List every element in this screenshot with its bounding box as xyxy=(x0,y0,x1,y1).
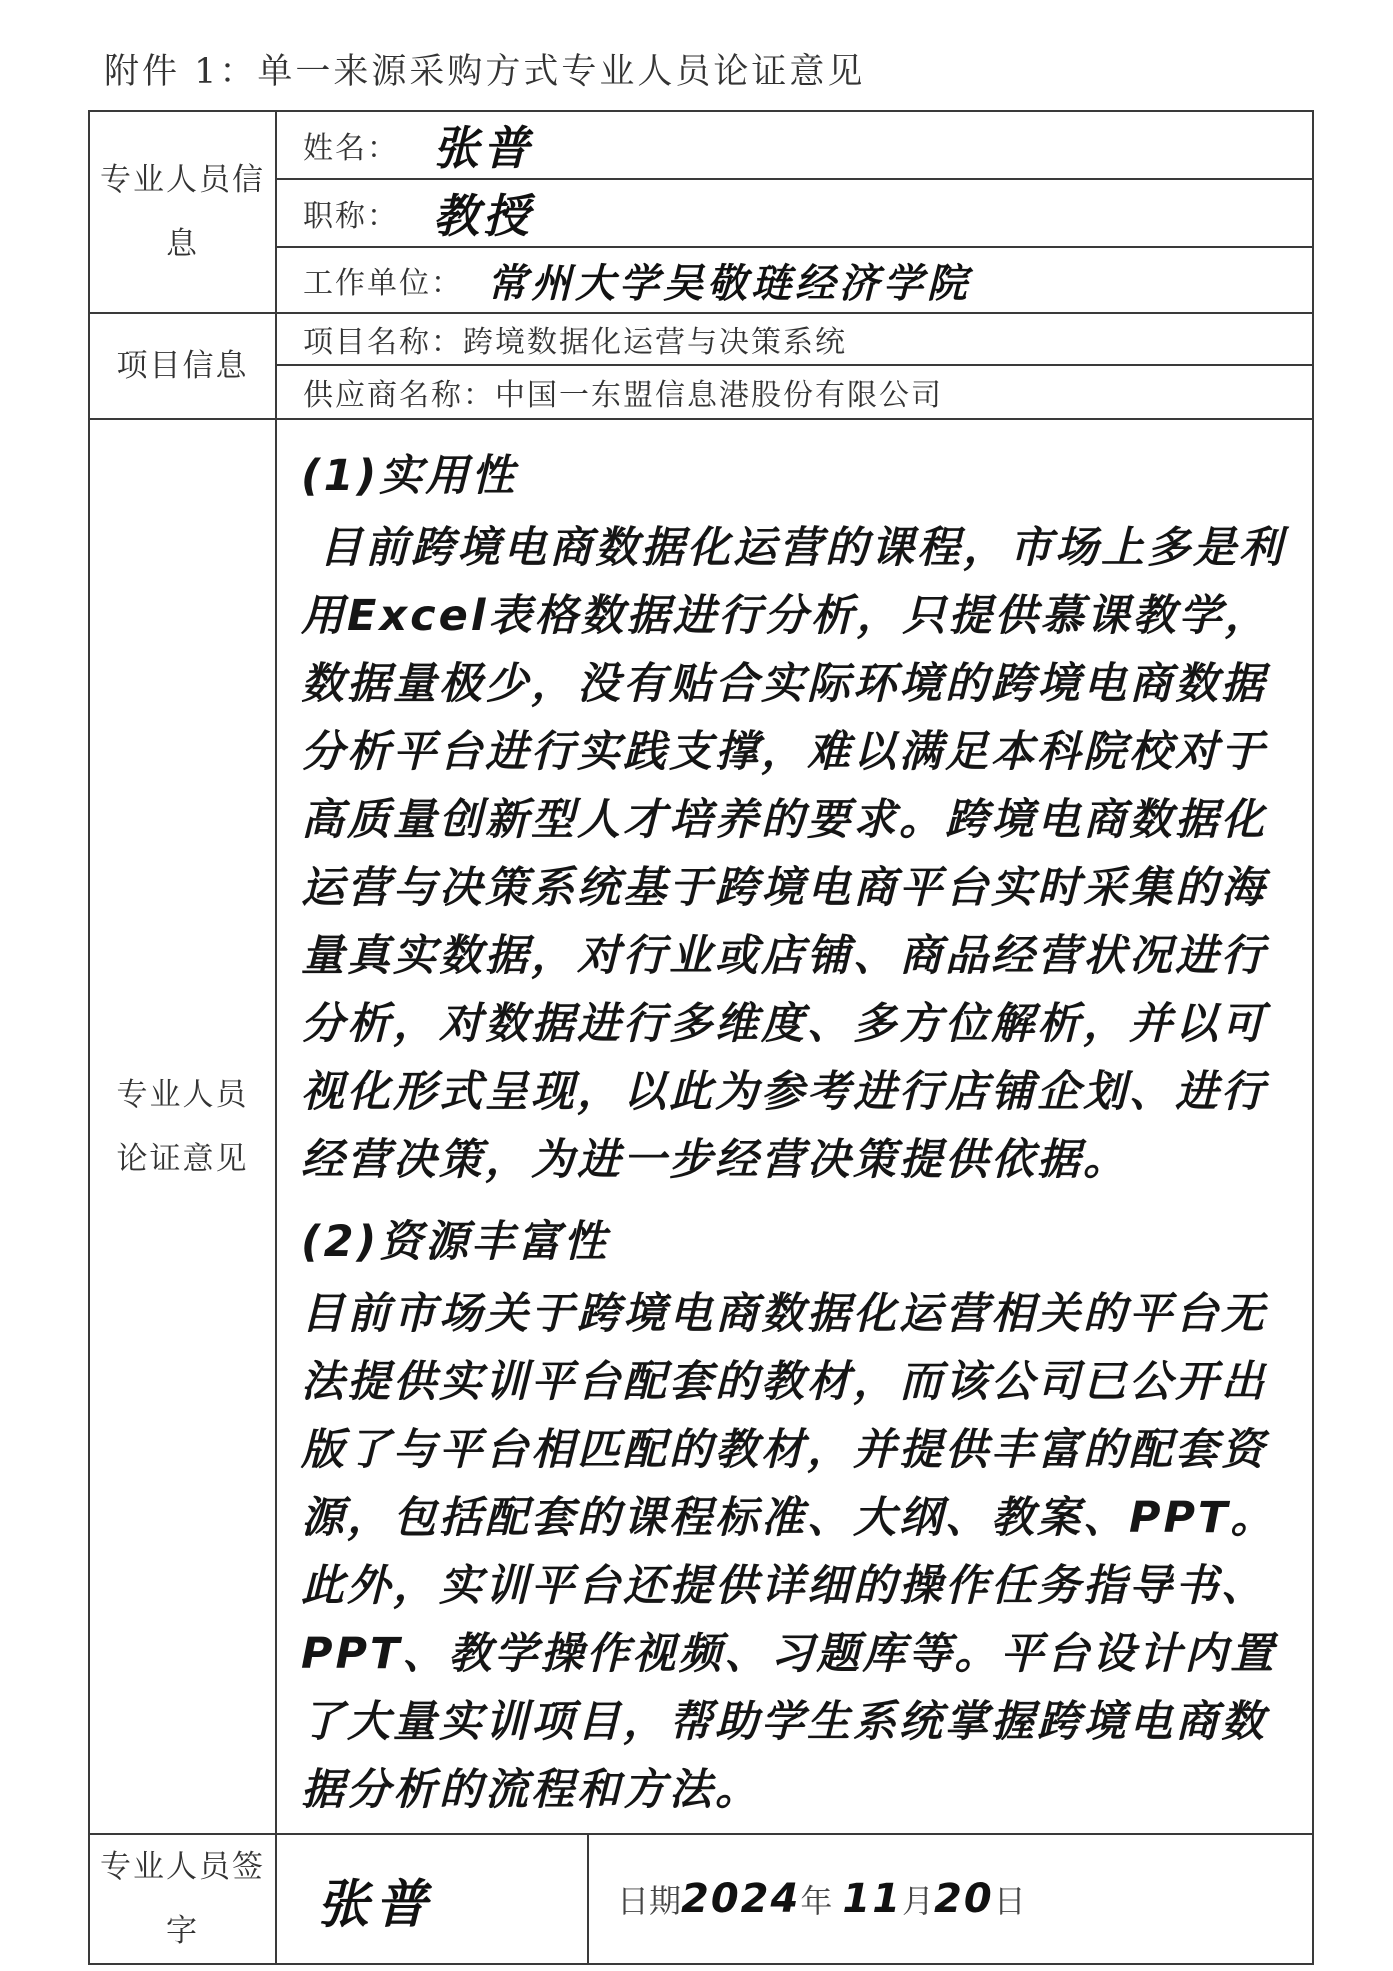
opinion-label-line2: 论证意见 xyxy=(116,1140,249,1177)
expert-info-section-label: 专业人员信息 xyxy=(89,111,276,313)
opinion-section-label xyxy=(89,419,276,1834)
opinion-paragraph-2: 目前市场关于跨境电商数据化运营相关的平台无法提供实训平台配套的教材，而该公司已公开出版了与平台相匹配的教材，并提供丰富的配套资源，包括配套的课程标准、大纲、教案、PPT。此外，实训平台还提供详细的操作任务指导书、PPT、教学操作视频、习题库等。平台设计内置了大量实训项目，帮助学生系统掌握跨境电商数据分析的流程和方法。 xyxy=(301,1289,1277,1815)
title-label: 职称： xyxy=(303,199,399,234)
project-name-text: 项目名称：跨境数据化运营与决策系统 xyxy=(303,325,847,360)
date-month-unit: 月 xyxy=(902,1882,935,1920)
evaluation-form-table xyxy=(88,110,1314,1965)
signature-label: 专业人员签字 xyxy=(89,1834,276,1964)
supplier-name-text: 供应商名称：中国一东盟信息港股份有限公司 xyxy=(303,378,943,413)
title-handwritten-value: 教授 xyxy=(433,189,533,243)
org-label: 工作单位： xyxy=(303,266,463,301)
project-name-row xyxy=(89,313,1313,365)
date-field xyxy=(588,1834,1313,1964)
expert-name-field xyxy=(276,111,1313,179)
signature-handwritten: 张普 xyxy=(276,1834,588,1964)
opinion-paragraph-1: 目前跨境电商数据化运营的课程，市场上多是利用Excel表格数据进行分析，只提供慕课教学，数据量极少，没有贴合实际环境的跨境电商数据分析平台进行实践支撑，难以满足本科院校对于高质量创新型人才培养的要求。跨境电商数据化运营与决策系统基于跨境电商平台实时采集的海量真实数据，对行业或店铺、商品经营状况进行分析，对数据进行多维度、多方位解析，并以可视化形式呈现，以此为参考进行店铺企划、进行经营决策，为进一步经营决策提供依据。 xyxy=(301,523,1285,1185)
document-title: 附件 1：单一来源采购方式专业人员论证意见 xyxy=(104,52,866,92)
opinion-row xyxy=(89,419,1313,1834)
org-handwritten-value: 常州大学吴敬琏经济学院 xyxy=(487,260,971,307)
opinion-heading-1: (1)实用性 xyxy=(301,451,518,501)
expert-org-field xyxy=(276,247,1313,313)
name-handwritten-value: 张普 xyxy=(433,121,533,175)
date-year-unit: 年 xyxy=(800,1882,833,1920)
date-year: 2024 xyxy=(681,1876,801,1922)
expert-title-field xyxy=(276,179,1313,247)
name-label: 姓名： xyxy=(303,131,399,166)
signature-row xyxy=(89,1834,1313,1964)
expert-name-row xyxy=(89,111,1313,179)
date-label: 日期 xyxy=(617,1882,682,1920)
opinion-label-line1: 专业人员 xyxy=(116,1076,249,1113)
opinion-heading-2: (2)资源丰富性 xyxy=(301,1217,610,1267)
date-month: 11 xyxy=(842,1876,903,1922)
date-day-unit: 日 xyxy=(993,1882,1026,1920)
date-day: 20 xyxy=(934,1876,994,1922)
opinion-content xyxy=(276,419,1313,1834)
supplier-name-field xyxy=(276,365,1313,419)
project-name-field xyxy=(276,313,1313,365)
project-info-section-label: 项目信息 xyxy=(89,313,276,419)
